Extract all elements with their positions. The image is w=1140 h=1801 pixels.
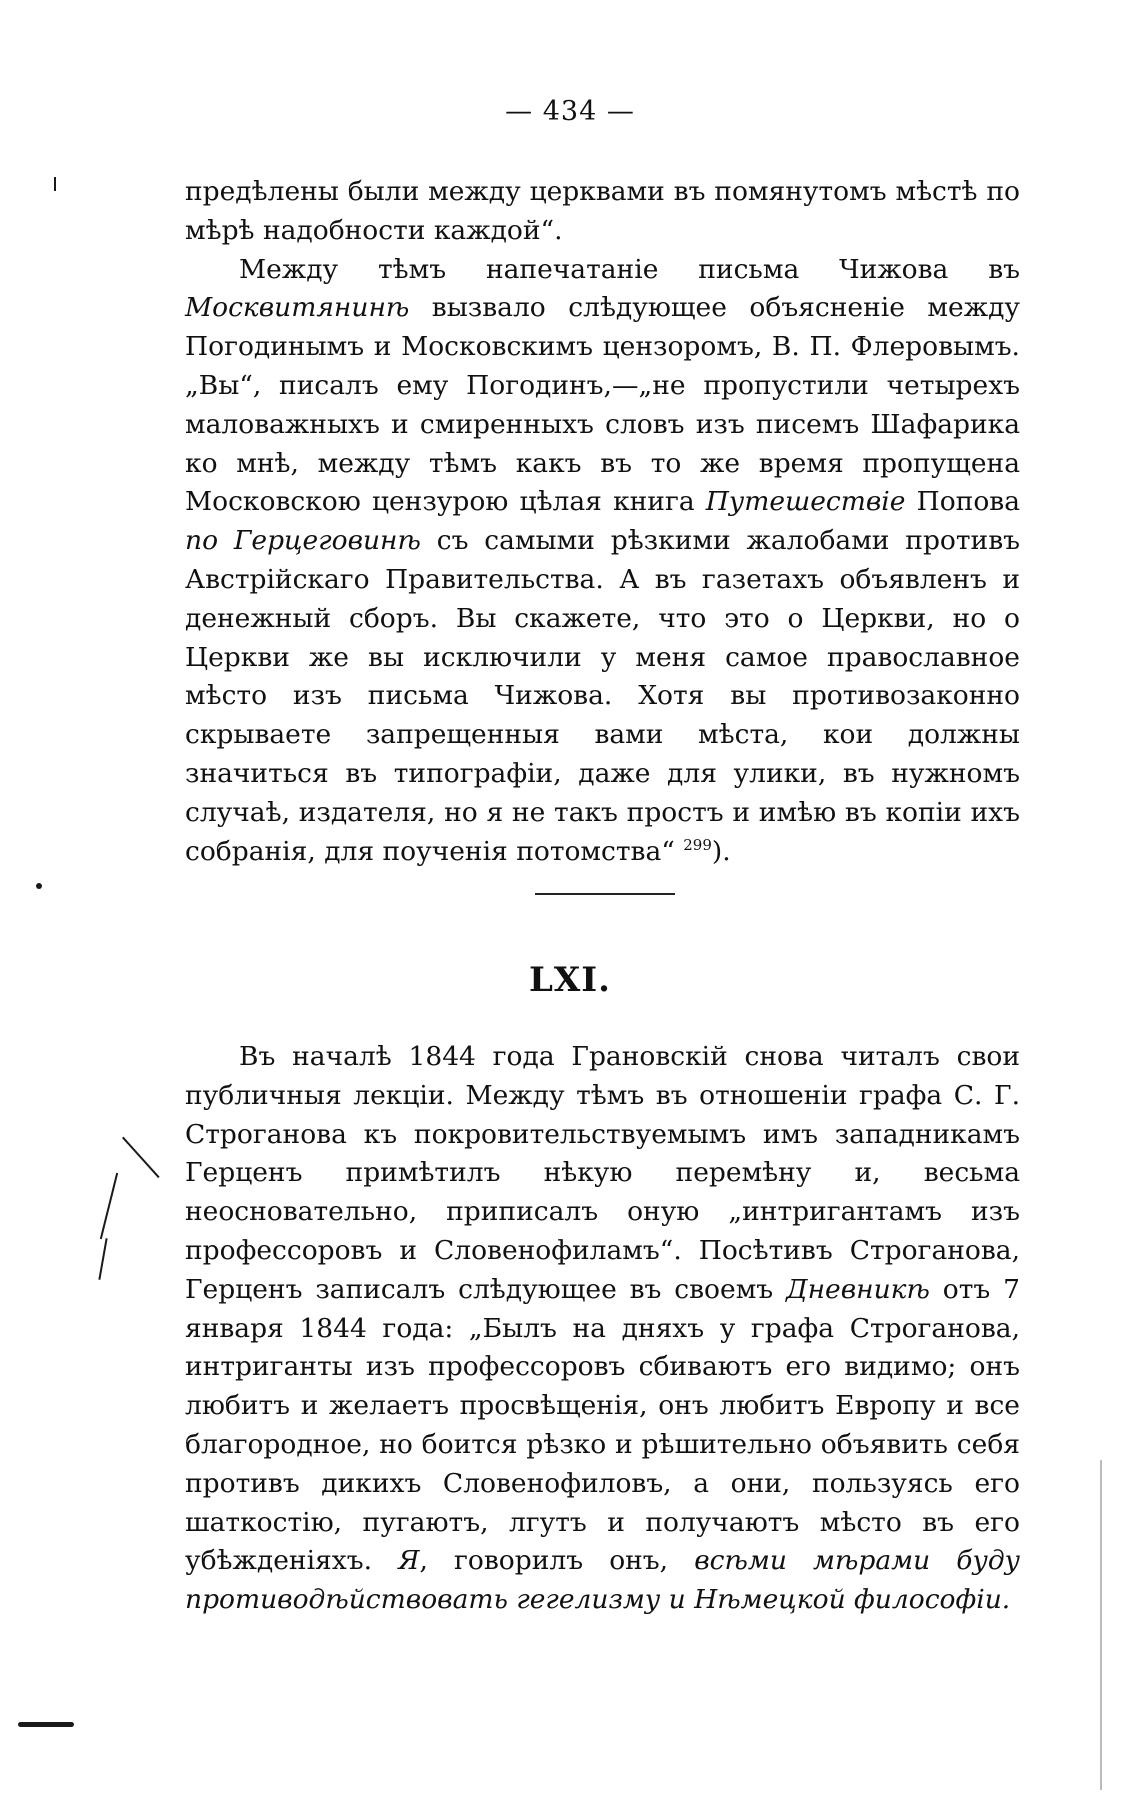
margin-slash-mark: [122, 1137, 160, 1178]
paragraph-pogodin-letter: [185, 251, 1020, 872]
text-run: съ самыми рѣзкими жалобами противъ Австрійскаго Правительства. А въ газетахъ объявленъ и денежный сборъ. Вы скажете, что это о Церкви, но о Церкви же вы исключили у меня самое православное мѣсто изъ письма Чижова. Хотя вы противозаконно скрываете запрещенныя вами мѣста, кои должны значиться въ типографіи, даже для улики, въ нужномъ случаѣ, издателя, но я не такъ простъ и имѣю въ копіи ихъ собранія, для поученія потомства“: [185, 525, 1020, 867]
scan-dash: [18, 1722, 74, 1727]
italic-title-moskvityanin: Москвитянинѣ: [185, 292, 410, 324]
margin-line-mark: [100, 1173, 118, 1239]
chapter-heading: LXI.: [528, 960, 612, 1000]
scan-tick: [54, 177, 56, 191]
text-run: Въ началѣ 1844 года Грановскій снова читалъ свои публичныя лекціи. Между тѣмъ въ отношеніи графа С. Г. Строганова къ покровительствуемымъ имъ западникамъ Герценъ примѣтилъ нѣкую перемѣну и, весьма неосновательно, приписалъ оную „интригантамъ изъ профессоровъ и Словенофиламъ“. Посѣтивъ Строганова, Герценъ записалъ слѣдующее въ своемъ: [185, 1041, 1020, 1305]
footnote-reference: 299: [683, 835, 712, 854]
text-run: отъ 7 января 1844 года: „Былъ на дняхъ у графа Строганова, интриганты изъ профессоровъ сбиваютъ его видимо; онъ любитъ и желаетъ просвѣщенія, онъ любитъ Европу и все благородное, но боится рѣзко и рѣшительно объявить себя противъ дикихъ Словенофиловъ, а они, пользуясь его шаткостію, пугаютъ, лгутъ и получаютъ мѣсто въ его убѣжденіяхъ.: [185, 1273, 1020, 1577]
page-number: — 434 —: [505, 96, 635, 127]
chapter-text: [185, 1038, 1020, 1620]
italic-title-dnevnik: Дневникѣ: [786, 1273, 930, 1305]
text-run: вызвало слѣдующее объясненіе между Погодинымъ и Московскимъ цензоромъ, В. П. Флеровымъ. „Вы“, писалъ ему Погодинъ,—„не пропустили четырехъ маловажныхъ и смиренныхъ словъ изъ писемъ Шафарика ко мнѣ, между тѣмъ какъ въ то же время пропущена Московскою цензурою цѣлая книга: [185, 292, 1020, 518]
section-divider: [535, 893, 675, 895]
italic-quote: всѣми мѣрами буду противодѣйствовать гегелизму и Нѣмецкой философіи.: [185, 1545, 1020, 1616]
text-run: , говорилъ онъ,: [419, 1545, 695, 1577]
text-run: Между тѣмъ напечатаніе письма Чижова въ: [239, 253, 1020, 285]
section-1-text: [185, 173, 1020, 871]
italic-word: Я: [398, 1545, 420, 1577]
scan-dot: [36, 883, 42, 889]
margin-line-mark: [98, 1238, 107, 1280]
italic-title-gertsegovina: по Герцеговинѣ: [185, 525, 421, 557]
paragraph-granovsky: [185, 1038, 1020, 1620]
paragraph-continuation: предѣлены были между церквами въ помянутомъ мѣстѣ по мѣрѣ надобности каждой“.: [185, 176, 1020, 246]
scan-edge-line: [1100, 1460, 1102, 1790]
italic-title-puteshestvie: Путешествіе: [705, 486, 906, 518]
text-run: ).: [711, 835, 731, 867]
text-run: Попова: [905, 486, 1020, 518]
